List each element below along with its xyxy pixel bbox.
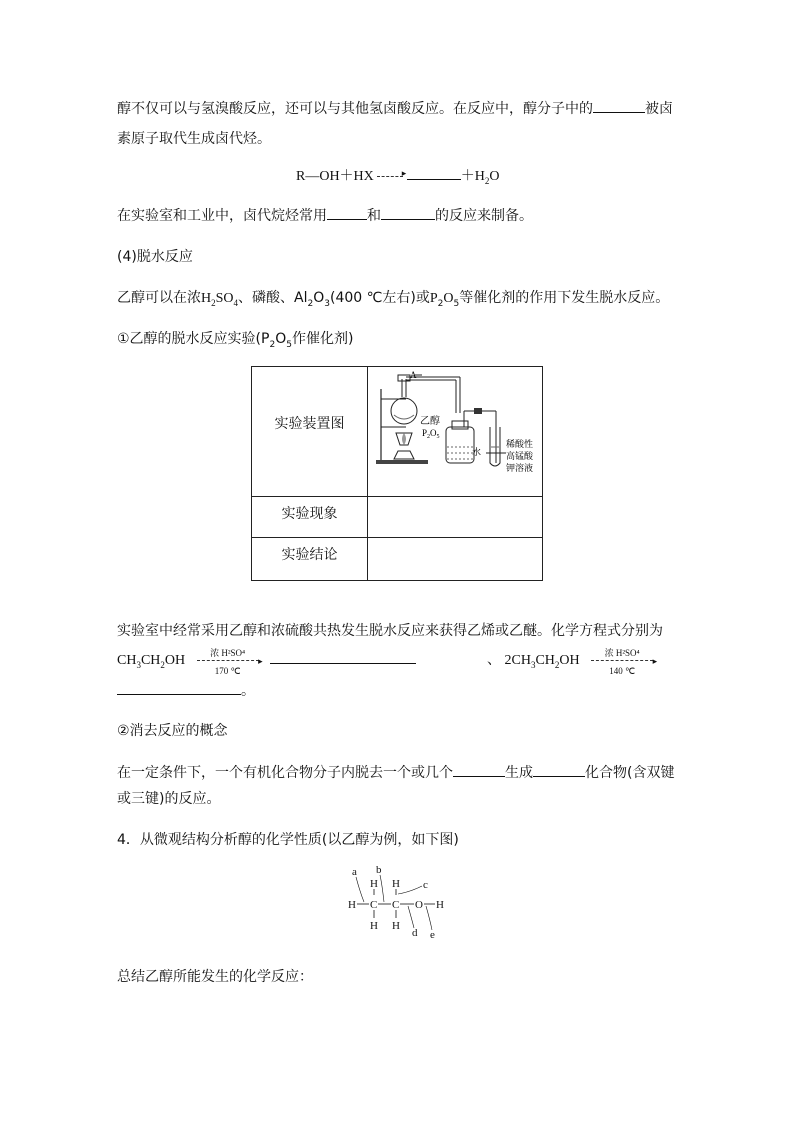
subheading-experiment: ①乙醇的脱水反应实验($P_2O_5$作催化剂) — [117, 331, 354, 350]
label-kmno4-2: 高锰酸 — [506, 452, 534, 462]
paragraph-catalysts: 乙醇可以在浓$H_2SO_4$、磷酸、$Al_2O_3(400$ ℃左右)或$P_2O_5$等催化剂的作用下发生脱水反应。 — [117, 290, 670, 309]
heading-section-4: 4．从微观结构分析醇的化学性质(以乙醇为例，如下图) — [117, 832, 459, 848]
subheading-elimination: ②消去反应的概念 — [117, 723, 228, 739]
apparatus-diagram — [368, 367, 542, 496]
equation-ethylene: $CH_3CH_2OH$ 浓 H²SO⁴ ▸ 170 ℃ — [117, 648, 416, 674]
bond-label-d: d — [412, 927, 418, 939]
atom-h-left: H — [348, 899, 356, 911]
blank-bond[interactable] — [593, 98, 645, 113]
blank-method-2[interactable] — [381, 205, 435, 220]
equation-halide: R—OH＋HX ▸ $+H_2O$ — [296, 165, 500, 186]
atom-h-bottom-2: H — [392, 920, 400, 932]
cell-apparatus-image — [368, 367, 543, 497]
cell-apparatus-label: 实验装置图 — [252, 367, 368, 497]
blank-equation-2[interactable] — [117, 680, 241, 695]
blank-small-molecule[interactable] — [453, 762, 505, 777]
label-water: 水 — [472, 448, 482, 458]
bond-label-a: a — [352, 866, 357, 878]
condition-140: 浓 H²SO⁴ ▸ 140 ℃ — [591, 648, 653, 674]
label-kmno4-1: 稀酸性 — [506, 440, 534, 450]
cell-phenomenon-label: 实验现象 — [252, 497, 368, 538]
cell-conclusion-label: 实验结论 — [252, 538, 368, 581]
blank-product[interactable] — [407, 165, 461, 180]
paragraph-prep: 在实验室和工业中，卤代烷烃常用 和 的反应来制备。 — [117, 205, 533, 225]
paragraph-elimination-1: 在一定条件下，一个有机化合物分子内脱去一个或几个 生成 化合物(含双键 — [117, 762, 674, 782]
blank-method-1[interactable] — [327, 205, 367, 220]
atom-h-right: H — [436, 899, 444, 911]
bond-label-e: e — [430, 929, 435, 941]
equation-ether: 、 $2CH_3CH_2OH$ 浓 H²SO⁴ ▸ 140 ℃ — [487, 648, 658, 676]
atom-c-2: C — [392, 899, 400, 911]
paragraph-elimination-2: 或三键)的反应。 — [117, 791, 221, 807]
ethanol-structure — [340, 862, 460, 942]
heading-dehydration: (4)脱水反应 — [117, 249, 193, 265]
blank-unsaturated[interactable] — [533, 762, 585, 777]
bond-label-c: c — [423, 879, 428, 891]
label-ethanol: 乙醇 — [420, 416, 440, 427]
atom-h-top-1: H — [370, 878, 378, 890]
atom-h-top-2: H — [392, 878, 400, 890]
paragraph-halide-2: 素原子取代生成卤代烃。 — [117, 131, 271, 147]
experiment-table — [251, 366, 543, 581]
atom-h-bottom-1: H — [370, 920, 378, 932]
cell-phenomenon-answer[interactable] — [368, 497, 543, 538]
condition-170: 浓 H²SO⁴ ▸ 170 ℃ — [197, 648, 259, 674]
atom-o: O — [415, 899, 423, 911]
label-kmno4-3: 钾溶液 — [506, 464, 534, 474]
equation-2-answer-line: 。 — [117, 680, 255, 700]
label-p2o5: $P_2O_5$ — [422, 428, 440, 440]
atom-c-1: C — [370, 899, 378, 911]
paragraph-halide-1: 醇不仅可以与氢溴酸反应，还可以与其他氢卤酸反应。在反应中，醇分子中的 被卤 — [117, 98, 673, 118]
paragraph-summary: 总结乙醇所能发生的化学反应： — [117, 969, 313, 985]
cell-conclusion-answer[interactable] — [368, 538, 543, 581]
paragraph-equations-intro: 实验室中经常采用乙醇和浓硫酸共热发生脱水反应来获得乙烯或乙醚。化学方程式分别为 — [117, 623, 663, 639]
reaction-arrow: ▸ — [377, 176, 403, 177]
blank-equation-1[interactable] — [270, 649, 416, 664]
label-a: A — [410, 370, 417, 380]
bond-label-b: b — [376, 864, 382, 876]
